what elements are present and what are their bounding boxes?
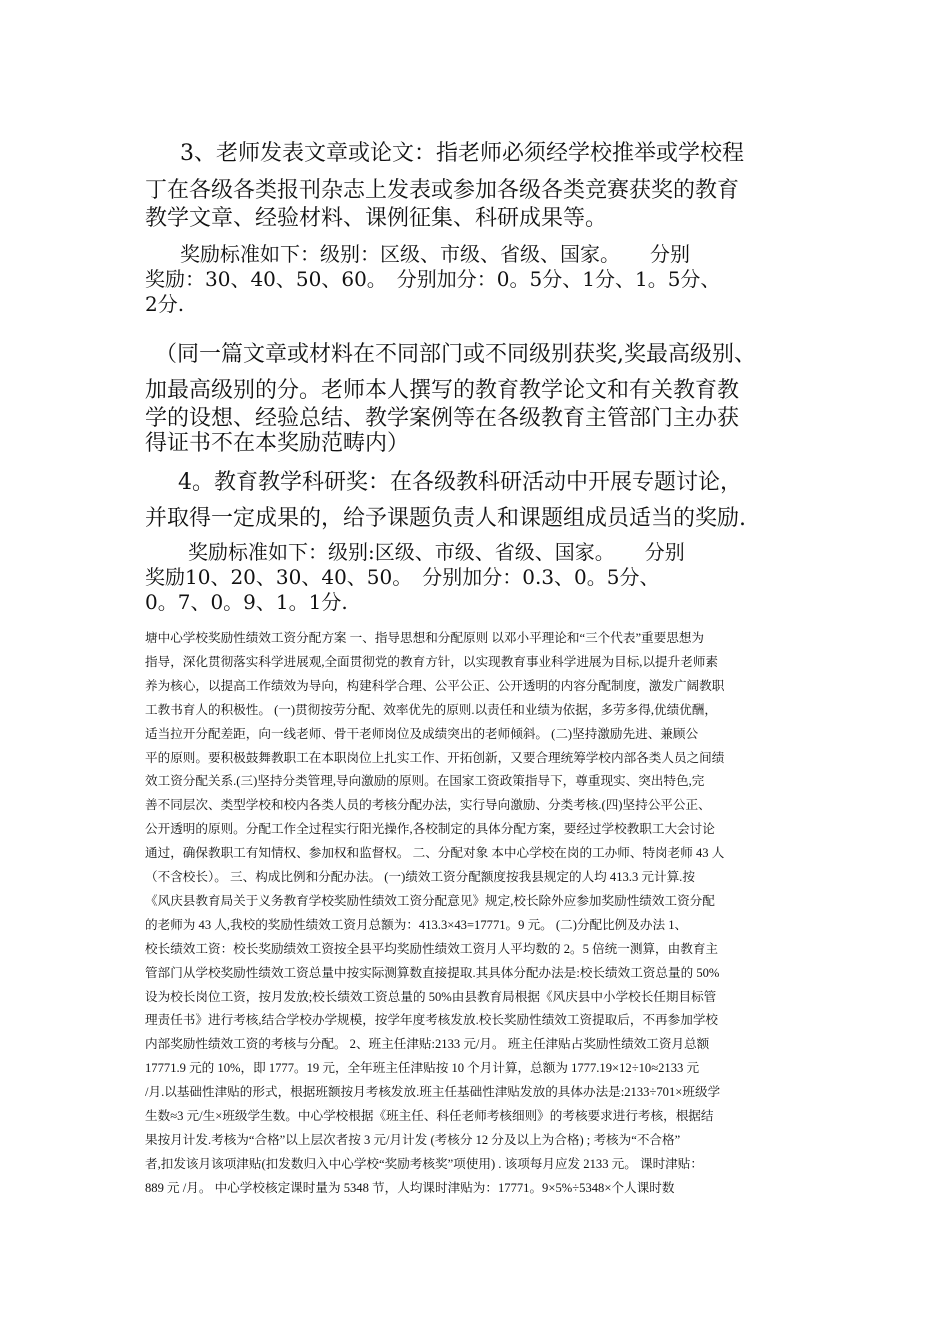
body-text-line: 适当拉开分配差距，向一线老师、骨干老师岗位及成绩突出的老师倾斜。 (二)坚持激励先进、兼顾公 [145,726,699,741]
body-text-line: 养为核心，以提高工作绩效为导向，构建科学合理、公平公正、公开透明的内容分配制度，激发广阔教职 [145,678,725,693]
body-text-line: 生数≈3 元/生×班级学生数。中心学校根据《班主任、科任老师考核细则》的考核要求进行考核，根据结 [145,1109,714,1123]
note-line4: 得证书不在本奖励范畴内） [145,431,410,456]
body-text-line: 的老师为 43 人,我校的奖励性绩效工资月总额为：413.3×43=17771。9 元。 (二)分配比例及办法 1、 [145,917,688,932]
section3-line2: 丁在各级各类报刊杂志上发表或参加各级各类竞赛获奖的教育 [145,178,740,203]
note-line3: 学的设想、经验总结、教学案例等在各级教育主管部门主办获 [145,406,740,431]
section4-line1: 4。教育教学科研奖：在各级教科研活动中开展专题讨论， [178,470,742,495]
section4-line2: 并取得一定成果的，给予课题负责人和课题组成员适当的奖励. [145,506,746,531]
section4-standard-line2: 奖励10、20、30、40、50。 分别加分：0.3、0。5分、 [145,565,660,589]
section3-line3: 教学文章、经验材料、课例征集、科研成果等。 [145,206,608,231]
body-text-line: 889 元 /月。 中心学校核定课时量为 5348 节，人均课时津贴为：17771。9×5%÷5348×个人课时数 [145,1180,675,1195]
section4-standard-line3: 0。7、0。9、1。1分. [145,590,348,614]
body-text-line: 理责任书》进行考核,结合学校办学规模，按学年度考核发放.校长奖励性绩效工资提取后，不再参加学校 [145,1013,719,1028]
body-text-line: /月.以基础性津贴的形式，根据班额按月考核发放.班主任基础性津贴发放的具体办法是:2133÷701×班级学 [145,1085,721,1100]
body-text-line: 公开透明的原则。分配工作全过程实行阳光操作,各校制定的具体分配方案，要经过学校教职工大会讨论 [145,822,715,837]
body-text-line: 校长绩效工资：校长奖励绩效工资按全县平均奖励性绩效工资月人平均数的 2。5 倍统一测算，由教育主 [145,941,719,956]
body-text-line: 塘中心学校奖励性绩效工资分配方案 一、指导思想和分配原则 以邓小平理论和“三个代表”重要思想为 [145,631,705,645]
body-text-line: 者,扣发该月该项津贴(扣发数归入中心学校“奖励考核奖”项使用) . 该项每月应发 2133 元。 课时津贴： [145,1156,703,1171]
body-text-line: （不含校长）。 三、构成比例和分配办法。 (一)绩效工资分配额度按我县规定的人均 413.3 元计算.按 [145,870,695,884]
body-text-line: 设为校长岗位工资，按月发放;校长绩效工资总量的 50%由县教育局根据《风庆县中小学校长任期目标管 [145,989,717,1004]
section4-standard-line1: 奖励标准如下：级别:区级、市级、省级、国家。 分别 [188,540,685,564]
note-line2: 加最高级别的分。老师本人撰写的教育教学论文和有关教育教 [145,378,740,403]
body-text-line: 善不同层次、类型学校和校内各类人员的考核分配办法，实行导向激励、分类考核.(四)坚持公平公正、 [145,798,711,813]
body-text-line: 指导，深化贯彻落实科学进展观,全面贯彻党的教育方针，以实现教育事业科学进展为目标,以提升老师素 [145,654,719,669]
body-text-line: 管部门从学校奖励性绩效工资总量中按实际测算数直接提取.其具体分配办法是:校长绩效工资总量的 50% [145,965,720,980]
section3-standard-line2: 奖励：30、40、50、60。 分别加分：0。5分、1分、1。5分、 [145,267,721,291]
section3-line1: 3、老师发表文章或论文：指老师必须经学校推举或学校程 [180,141,744,166]
body-text-line: 工教书育人的积极性。 (一)贯彻按劳分配、效率优先的原则.以责任和业绩为依据，多劳多得,优绩优酬， [145,702,717,717]
body-text-line: 平的原则。要积极鼓舞教职工在本职岗位上扎实工作、开拓创新，又要合理统筹学校内部各类人员之间绩 [145,750,725,765]
body-text-line: 《风庆县教育局关于义务教育学校奖励性绩效工资分配意见》规定,校长除外应参加奖励性绩效工资分配 [145,893,715,908]
section3-standard-line3: 2分. [145,292,185,316]
note-line1: （同一篇文章或材料在不同部门或不同级别获奖,奖最高级别、 [155,342,756,367]
body-text-line: 果按月计发.考核为“合格”以上层次者按 3 元/月计发 (考核分 12 分及以上为合格) ; 考核为“不合格” [145,1132,681,1147]
body-text-line: 效工资分配关系.(三)坚持分类管理,导向激励的原则。在国家工资政策指导下，尊重现实、突出特色,完 [145,774,705,789]
body-text-line: 内部奖励性绩效工资的考核与分配。 2、班主任津贴:2133 元/月。 班主任津贴占奖励性绩效工资月总额 [145,1037,710,1052]
section3-standard-line1: 奖励标准如下：级别：区级、市级、省级、国家。 分别 [180,242,690,266]
body-text-line: 17771.9 元的 10%，即 1777。19 元，全年班主任津贴按 10 个月计算，总额为 1777.19×12÷10≈2133 元 [145,1061,700,1076]
body-text-line: 通过，确保教职工有知情权、参加权和监督权。 二、分配对象 本中心学校在岗的工办师、特岗老师 43 人 [145,846,725,861]
